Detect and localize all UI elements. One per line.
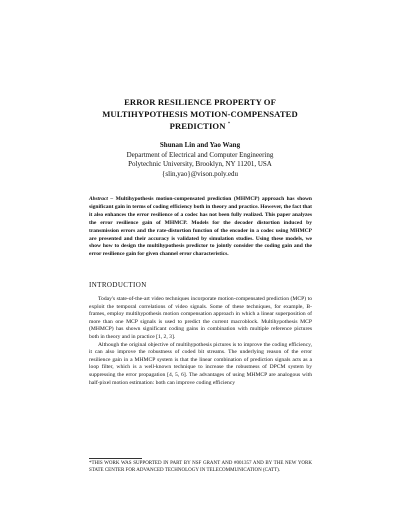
author-block — [60, 141, 340, 179]
footnote-divider — [89, 458, 142, 459]
affiliation-department: Department of Electrical and Computer Engineering — [126, 150, 274, 159]
introduction-paragraph-1: Today's state-of-the-art video techniques incorporate motion-compensated prediction (MCP) to exploit the temporal correlations of video signals. Some of these techniques, for example, B-frames, employ multihypothesis motion compensation approach in which a linear superposition of more than one MCP signals is used to predict the current macroblock. Multihypothesis MCP (MHMCP) has shown significant coding gains in combination with multiple reference pictures both in theory and in practice [1, 2, 3]. — [89, 296, 312, 340]
author-emails: {slin,yao}@vison.poly.edu — [162, 169, 238, 178]
introduction-body — [89, 296, 312, 387]
abstract-label: Abstract – — [89, 196, 114, 202]
title-footnote-marker: * — [227, 122, 231, 127]
title-line-3-text: PREDICTION — [169, 121, 226, 131]
funding-footnote: *THIS WORK WAS SUPPORTED IN PART BY NSF GRANT AND #001357 AND BY THE NEW YORK STATE CENTER FOR ADVANCED TECHNOLOGY IN TELECOMMUNICATION (CATT). — [89, 461, 312, 473]
abstract — [89, 196, 312, 259]
title-line-2: MULTIHYPOTHESIS MOTION-COMPENSATED — [102, 109, 298, 119]
abstract-text: Multihypothesis motion-compensated prediction (MHMCP) approach has shown significant gain in terms of coding efficiency both in theory and practice. However, the fact that it also enhances the error resilience of a codec has not been fully realized. This paper analyzes the error resilience gain of MHMCP. Models for the decoder distortion induced by transmission errors and the rate-distortion function of the encoder in a codec using MHMCP are presented and their accuracy is validated by simulation studies. Using these models, we show how to design the multihypothesis predictor to jointly consider the coding gain and the error resilience gain for given channel error characteristics. — [89, 196, 312, 258]
affiliation-university: Polytechnic University, Brooklyn, NY 11201, USA — [128, 160, 272, 169]
section-heading-introduction: INTRODUCTION — [89, 281, 147, 289]
author-names: Shunan Lin and Yao Wang — [159, 141, 241, 149]
paper-title — [60, 96, 340, 132]
title-line-3 — [60, 120, 340, 132]
title-line-1: ERROR RESILIENCE PROPERTY OF — [124, 97, 276, 107]
introduction-paragraph-2: Although the original objective of multihypothesis pictures is to improve the coding efficiency, it can also improve the robustness of coded bit streams. The underlying reason of the error resilience gain in a MHMCP system is that the linear combination of prediction signals acts as a loop filter, which is a well-known technique to increase the robustness of DPCM system by suppressing the error propagation [4, 5, 6]. The advantages of using MHMCP are analogous with half-pixel motion estimation: both can improve coding efficiency — [89, 341, 312, 386]
